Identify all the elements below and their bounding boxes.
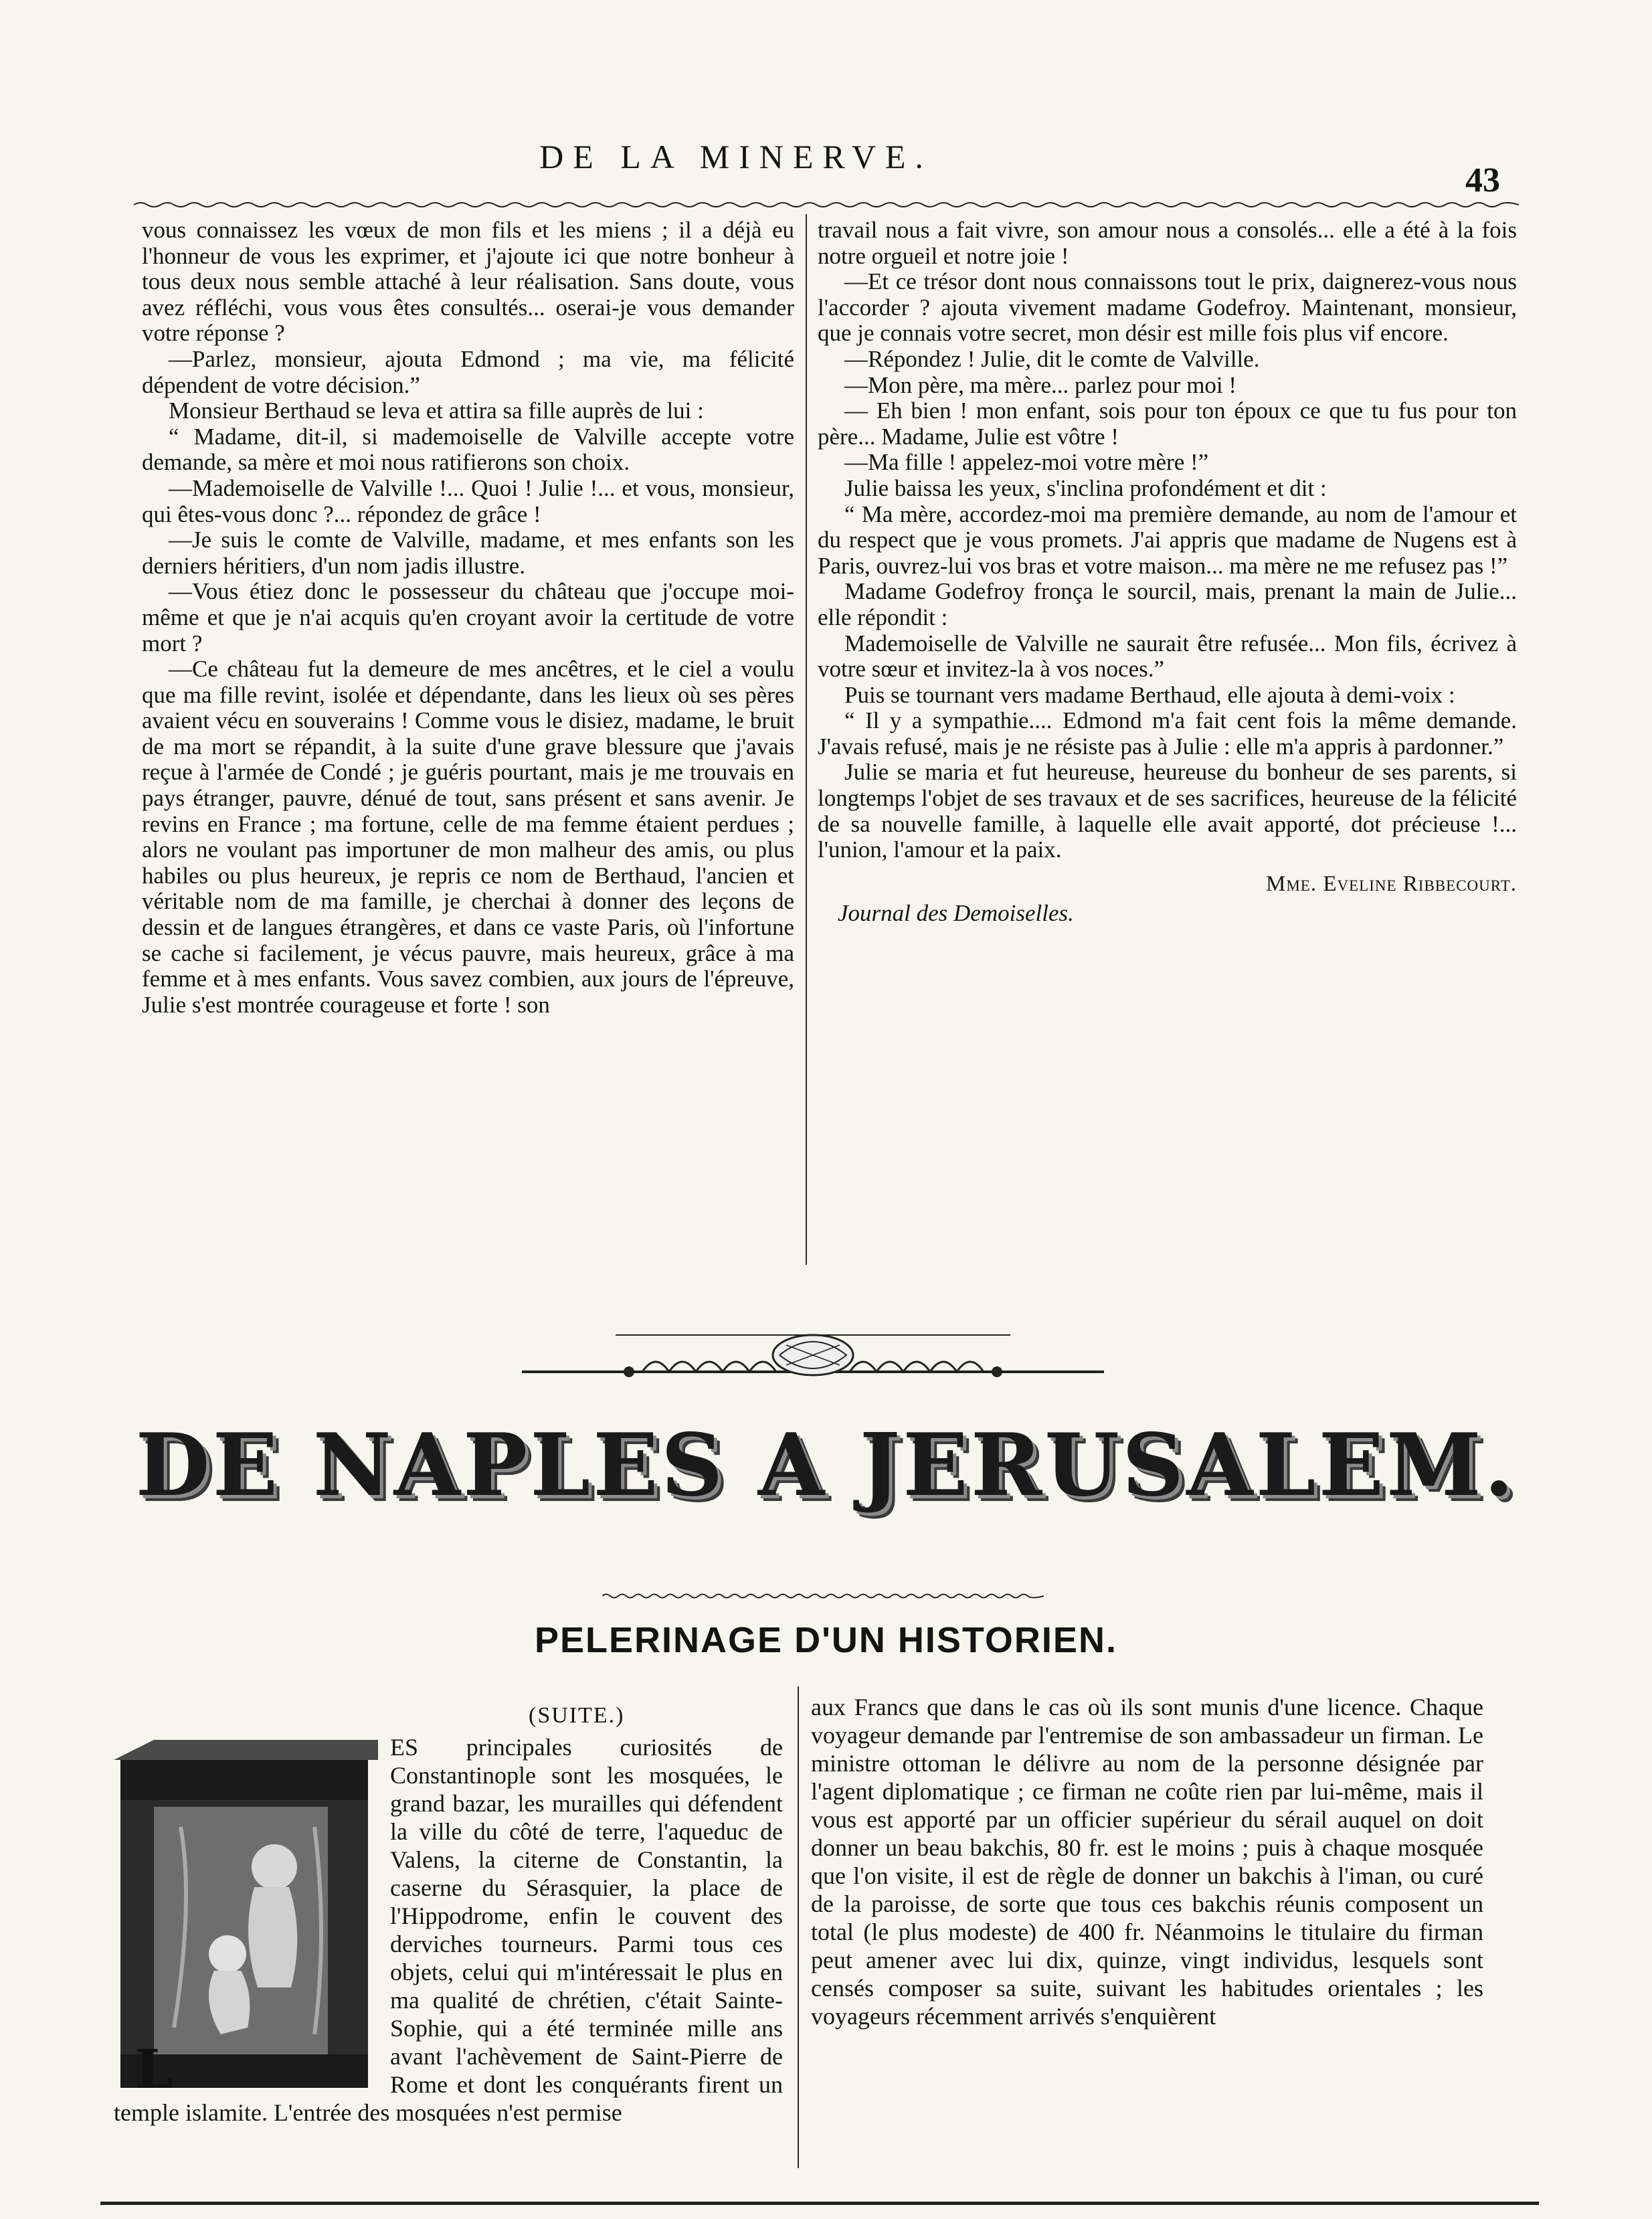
story-paragraph: —Répondez ! Julie, dit le comte de Valville. bbox=[844, 345, 1260, 372]
story-paragraph: “ Ma mère, accordez-moi ma première demande, au nom de l'amour et du respect que je vous promets. J'ai appris que madame de Nugens est à Paris, ouvrez-lui vos bras et votre maison... ma mère ne me refusez pas !” bbox=[818, 501, 1517, 579]
story-paragraph: Mademoiselle de Valville ne saurait être refusée... Mon fils, écrivez à votre sœur et invitez-la à vos noces.” bbox=[818, 630, 1517, 683]
story-paragraph: Monsieur Berthaud se leva et attira sa fille auprès de lui : bbox=[169, 397, 704, 424]
story-paragraph: “ Il y a sympathie.... Edmond m'a fait cent fois la même demande. J'avais refusé, mais je ne résiste pas à Julie : elle m'a appris à pardonner.” bbox=[818, 707, 1517, 760]
header-rule bbox=[134, 201, 1519, 209]
article-paragraph: aux Francs que dans le cas où ils sont munis d'une licence. Chaque voyageur demande par l'entremise de son ambassadeur un firman. Le ministre ottoman le délivre au nom de la personne désignée par l'agent diplomatique ; ce firman ne coûte rien par lui-même, mais il vous est apporté par un officier supérieur du sérail auquel on doit donner un beau bakchis, 80 fr. est le moins ; puis à chaque mosquée que l'on visite, il est de règle de donner un bakchis à l'iman, ou curé de la paroisse, de sorte que tous ces bakchis réunis composent un total (le plus modeste) de 400 fr. Néanmoins le titulaire du firman peut amener avec lui dix, quinze, vingt individus, lesquels sont censés composer sa suite, suivant les habitudes orientales ; les voyageurs récemment arrivés s'enquièrent bbox=[811, 1694, 1483, 2030]
story-paragraph: Julie baissa les yeux, s'inclina profondément et dit : bbox=[844, 474, 1327, 501]
story-paragraph: —Ma fille ! appelez-moi votre mère !” bbox=[844, 449, 1209, 476]
signature-name: Eveline Ribbecourt. bbox=[1323, 871, 1517, 896]
story-paragraph: vous connaissez les vœux de mon fils et les miens ; il a déjà eu l'honneur de vous les exprimer, et j'ajoute ici que notre bonheur à tous deux nous semble attaché à leur réalisation. Sans doute, vous avez réfléchi, vous vous êtes consultés... oserai-je vous demander votre réponse ? bbox=[142, 217, 794, 347]
article-title: DE NAPLES A JERUSALEM. bbox=[135, 1415, 1517, 1516]
article-right-column bbox=[811, 1693, 1483, 2030]
story-paragraph: —Parlez, monsieur, ajouta Edmond ; ma vie, ma félicité dépendent de votre décision.” bbox=[142, 345, 794, 398]
article-left-column bbox=[114, 1733, 783, 2127]
bottom-rule bbox=[100, 2198, 1539, 2208]
story-paragraph: —Vous étiez donc le possesseur du château que j'occupe moi-même et que je n'ai acquis qu'en croyant avoir la certitude de votre mort ? bbox=[142, 578, 794, 656]
running-head: DE LA MINERVE. bbox=[539, 138, 933, 175]
story-paragraph: Madame Godefroy fronça le sourcil, mais, prenant la main de Julie... elle répondit : bbox=[818, 578, 1517, 630]
story-paragraph: —Je suis le comte de Valville, madame, et mes enfants son les derniers héritiers, d'un nom jadis illustre. bbox=[142, 527, 794, 579]
story-left-column bbox=[142, 217, 794, 1018]
story-paragraph: —Et ce trésor dont nous connaissons tout le prix, daignerez-vous nous l'accorder ? ajouta vivement madame Godefroy. Maintenant, monsieur, que je connais votre secret, mon désir est mille fois plus vif encore. bbox=[818, 268, 1517, 347]
signature-prefix: Mme. bbox=[1266, 871, 1317, 896]
article-paragraph: ES principales curiosités de Constantinople sont les mosquées, le grand bazar, les murailles qui défendent la ville du côté de terre, l'aqueduc de Valens, la citerne de Constantin, la caserne du Sérasquier, la place de l'Hippodrome, enfin le couvent des derviches tourneurs. Parmi tous ces objets, celui qui m'intéressait le plus en ma qualité de chrétien, c'était Sainte-Sophie, qui a été terminée mille ans avant l'achèvement de Saint-Pierre de Rome et dont les conquérants firent un temple islamite. L'entrée des mosquées n'est permise bbox=[114, 1734, 783, 2126]
story-paragraph: Puis se tournant vers madame Berthaud, elle ajouta à demi-voix : bbox=[844, 681, 1455, 708]
source-reference: Journal des Demoiselles. bbox=[838, 900, 1074, 927]
title-underline bbox=[602, 1593, 1044, 1599]
column-divider bbox=[806, 214, 807, 1265]
story-paragraph: —Mademoiselle de Valville !... Quoi ! Julie !... et vous, monsieur, qui êtes-vous donc ?... répondez de grâce ! bbox=[142, 474, 794, 527]
story-paragraph: travail nous a fait vivre, son amour nous a consolés... elle a été à la fois notre orgueil et notre joie ! bbox=[818, 217, 1517, 269]
ornament-divider bbox=[522, 1325, 1104, 1399]
author-signature bbox=[818, 871, 1517, 897]
dropcap-letter: L bbox=[135, 2038, 173, 2095]
page-number: 43 bbox=[1465, 161, 1500, 199]
continuation-note: (SUITE.) bbox=[529, 1703, 625, 1728]
article-subtitle: PELERINAGE D'UN HISTORIEN. bbox=[535, 1620, 1117, 1660]
story-right-column bbox=[818, 217, 1517, 927]
story-paragraph: — Eh bien ! mon enfant, sois pour ton époux ce que tu fus pour ton père... Madame, Julie est vôtre ! bbox=[818, 397, 1517, 450]
story-paragraph: —Ce château fut la demeure de mes ancêtres, et le ciel a voulu que ma fille revint, isolée et dépendante, dans les lieux où ses pères avaient vécu en souverains ! Comme vous le disiez, madame, le bruit de ma mort se répandit, à la suite d'une grave blessure que j'avais reçue à l'armée de Condé ; je guéris pourtant, mais je me trouvais en pays étranger, pauvre, dénué de tout, sans présent et sans avenir. Je revins en France ; ma fortune, celle de ma femme étaient perdues ; alors ne voulant pas importuner de mon malheur des amis, ou plus habiles ou plus heureux, je repris ce nom de Berthaud, l'ancien et véritable nom de ma famille, je cherchai à donner des leçons de dessin et de langues étrangères, et dans ce vaste Paris, où l'infortune se cache si facilement, je vécus pauvre, mais heureux, grâce à ma femme et à mes enfants. Vous savez combien, aux jours de l'épreuve, Julie s'est montrée courageuse et forte ! son bbox=[142, 656, 794, 1018]
story-paragraph: Julie se maria et fut heureuse, heureuse du bonheur de ses parents, si longtemps l'objet de ses travaux et de ses sacrifices, heureuse de la félicité de sa nouvelle famille, à laquelle elle avait apporté, dot précieuse !... l'union, l'amour et la paix. bbox=[818, 759, 1517, 863]
article-column-divider bbox=[798, 1686, 799, 2168]
dropcap-engraving bbox=[114, 1733, 378, 2095]
story-paragraph: “ Madame, dit-il, si mademoiselle de Valville accepte votre demande, sa mère et moi nous ratifierons son choix. bbox=[142, 423, 794, 476]
story-paragraph: —Mon père, ma mère... parlez pour moi ! bbox=[844, 371, 1237, 398]
